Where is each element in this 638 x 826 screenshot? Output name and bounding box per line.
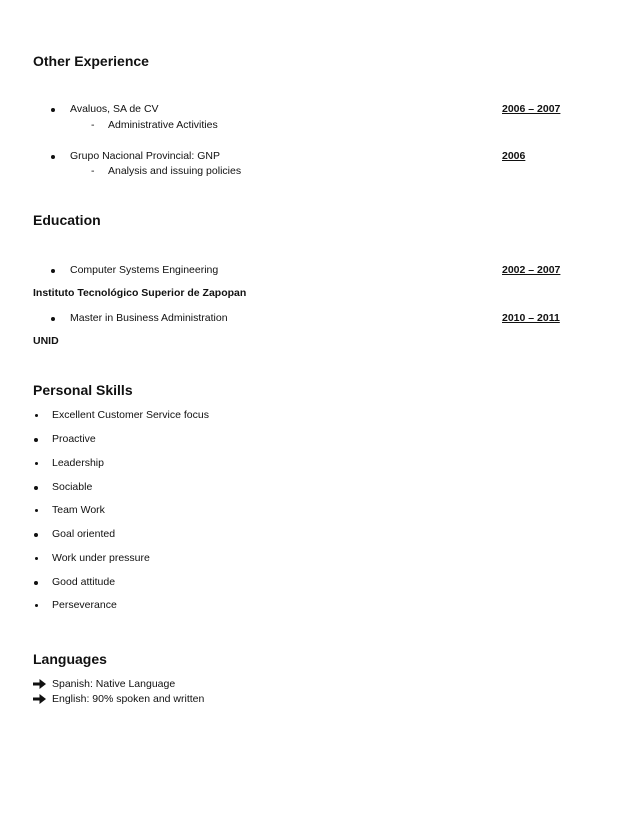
education-date: 2010 – 2011	[502, 312, 560, 324]
education-degree: Master in Business Administration	[70, 312, 228, 324]
dash-marker: -	[91, 165, 95, 177]
education-date: 2002 – 2007	[502, 264, 561, 276]
bullet-icon	[34, 486, 38, 490]
education-degree: Computer Systems Engineering	[70, 264, 219, 276]
experience-date: 2006 – 2007	[502, 103, 561, 115]
experience-detail: Analysis and issuing policies	[108, 165, 242, 177]
bullet-icon	[35, 462, 38, 465]
experience-date: 2006	[502, 150, 526, 162]
section-title-other-experience: Other Experience	[33, 53, 149, 69]
arrow-right-icon	[33, 694, 46, 704]
bullet-icon	[34, 438, 38, 442]
bullet-icon	[35, 557, 38, 560]
bullet-icon	[34, 533, 38, 537]
education-institution: UNID	[33, 335, 59, 347]
bullet-icon	[35, 509, 38, 512]
experience-name: Grupo Nacional Provincial: GNP	[70, 150, 220, 162]
education-institution: Instituto Tecnológico Superior de Zapopan	[33, 287, 247, 299]
skill-item: Leadership	[52, 457, 104, 469]
bullet-icon	[51, 155, 55, 159]
skill-item: Team Work	[52, 504, 105, 516]
section-title-personal-skills: Personal Skills	[33, 382, 133, 398]
language-item: Spanish: Native Language	[52, 678, 176, 690]
dash-marker: -	[91, 119, 95, 131]
skill-item: Proactive	[52, 433, 96, 445]
skill-item: Work under pressure	[52, 552, 150, 564]
bullet-icon	[35, 604, 38, 607]
skill-item: Sociable	[52, 481, 93, 493]
section-title-languages: Languages	[33, 651, 107, 667]
skill-item: Excellent Customer Service focus	[52, 409, 209, 421]
skill-item: Perseverance	[52, 599, 117, 611]
arrow-right-icon	[33, 679, 46, 689]
experience-detail: Administrative Activities	[108, 119, 218, 131]
skill-item: Good attitude	[52, 576, 116, 588]
bullet-icon	[51, 269, 55, 273]
bullet-icon	[51, 317, 55, 321]
skill-item: Goal oriented	[52, 528, 116, 540]
section-title-education: Education	[33, 212, 101, 228]
bullet-icon	[34, 581, 38, 585]
language-item: English: 90% spoken and written	[52, 693, 205, 705]
bullet-icon	[51, 108, 55, 112]
bullet-icon	[35, 414, 38, 417]
experience-name: Avaluos, SA de CV	[70, 103, 159, 115]
